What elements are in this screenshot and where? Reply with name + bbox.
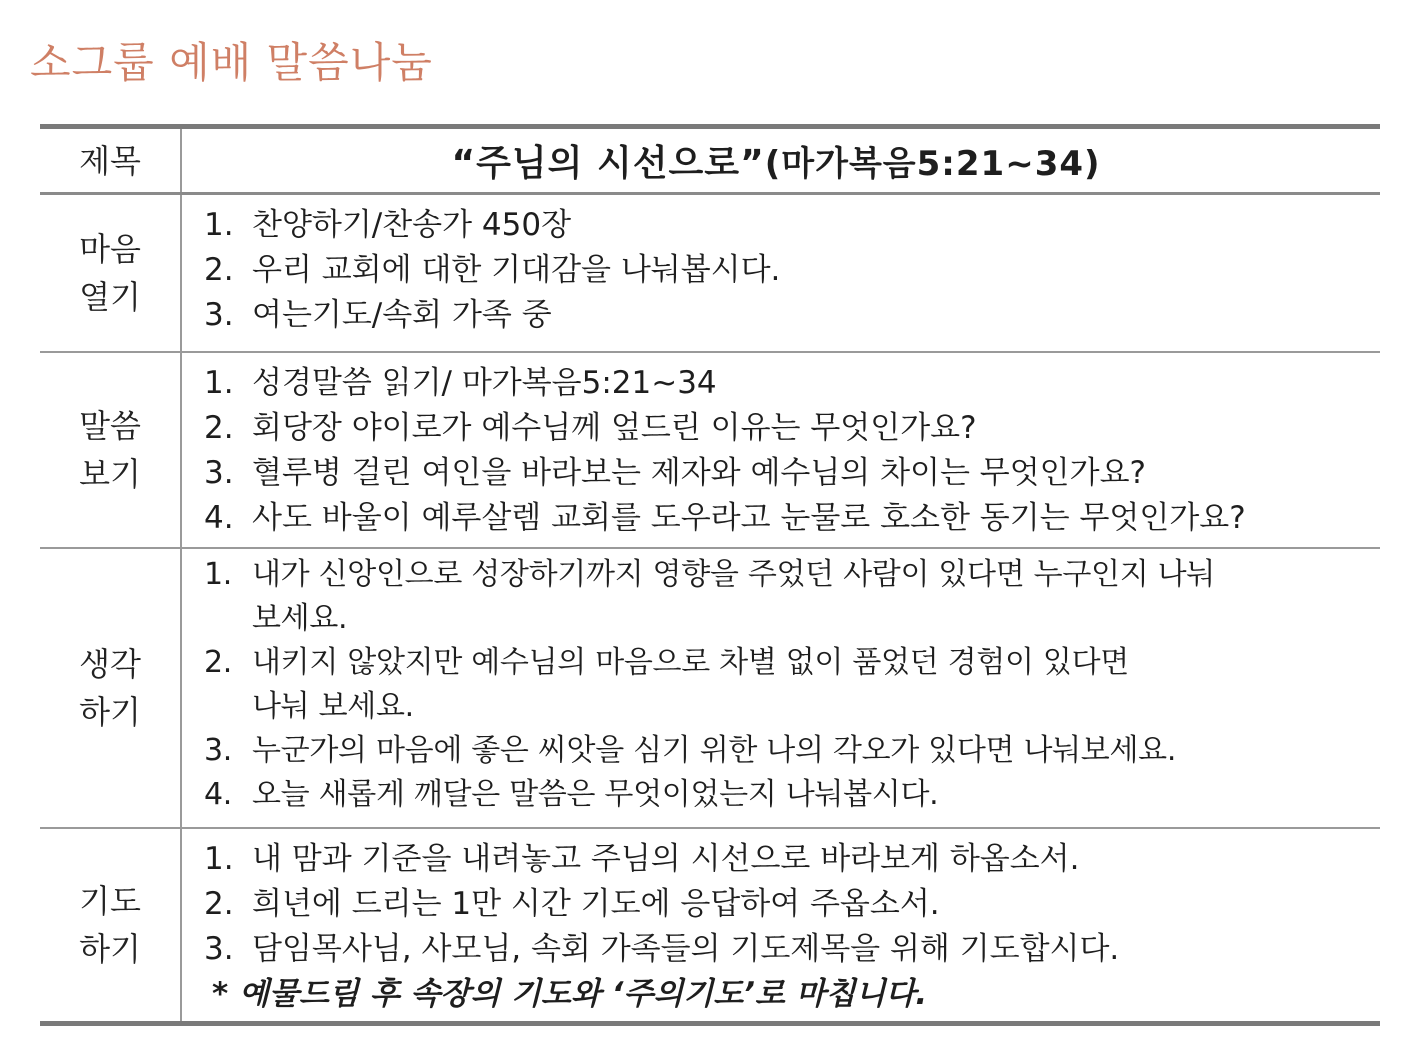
section-items	[182, 353, 1380, 547]
list-item	[204, 553, 1370, 641]
item-number: 4.	[204, 500, 234, 536]
title-row	[40, 129, 1380, 195]
closing-note: * 예물드림 후 속장의 기도와 ‘주의기도’로 마칩니다.	[212, 976, 928, 1012]
item-number: 2.	[204, 252, 234, 288]
item-text: 회당장 야이로가 예수님께 엎드린 이유는 무엇인가요?	[252, 410, 977, 446]
list-item	[204, 729, 1370, 773]
scripture-reference: (마가복음5:21~34)	[764, 144, 1101, 184]
section-label-line1: 기도	[79, 882, 141, 920]
item-text: 내키지 않았지만 예수님의 마음으로 차별 없이 품었던 경험이 있다면	[252, 645, 1129, 680]
discussion-table	[40, 124, 1380, 1026]
item-number: 1.	[204, 841, 234, 877]
list-item	[204, 927, 1370, 972]
title-label-text: 제목	[79, 141, 141, 180]
item-text: 오늘 새롭게 깨달은 말씀은 무엇이었는지 나눠봅시다.	[252, 777, 939, 812]
item-text-continued: 보세요.	[252, 601, 348, 636]
list-item	[204, 773, 1370, 817]
section-items	[182, 549, 1380, 827]
title-cell	[182, 129, 1380, 192]
title-label	[40, 129, 182, 192]
list-item	[204, 406, 1370, 451]
item-text-continued: 나눠 보세요.	[252, 689, 414, 724]
sermon-title-text: “주님의 시선으로”	[451, 143, 765, 184]
list-item	[204, 837, 1370, 882]
section-items	[182, 829, 1380, 1021]
list-item	[204, 248, 1370, 293]
item-number: 3.	[204, 455, 234, 491]
list-item	[204, 451, 1370, 496]
item-number: 2.	[204, 410, 234, 446]
list-item	[204, 496, 1370, 541]
section-label-line2: 하기	[79, 693, 141, 731]
item-number: 3.	[204, 297, 234, 333]
page-heading: 소그룹 예배 말씀나눔	[30, 38, 433, 87]
section-label-line1: 생각	[79, 645, 141, 683]
item-text: 내가 신앙인으로 성장하기까지 영향을 주었던 사람이 있다면 누구인지 나눠	[252, 557, 1215, 592]
section-label-line2: 하기	[79, 930, 141, 968]
item-number: 3.	[204, 931, 234, 967]
item-text: 내 맘과 기준을 내려놓고 주님의 시선으로 바라보게 하옵소서.	[252, 841, 1080, 877]
section-reflect	[40, 547, 1380, 827]
item-text: 혈루병 걸린 여인을 바라보는 제자와 예수님의 차이는 무엇인가요?	[252, 455, 1146, 491]
item-number: 4.	[204, 777, 233, 812]
item-text: 담임목사님, 사모님, 속회 가족들의 기도제목을 위해 기도합시다.	[252, 931, 1120, 967]
item-text: 성경말씀 읽기/ 마가복음5:21~34	[252, 365, 717, 401]
item-number: 1.	[204, 557, 233, 592]
item-text: 여는기도/속회 가족 중	[252, 297, 552, 333]
section-open-heart	[40, 195, 1380, 351]
section-label-line2: 열기	[79, 278, 141, 316]
list-item	[204, 203, 1370, 248]
section-label	[40, 195, 182, 351]
item-text: 희년에 드리는 1만 시간 기도에 응답하여 주옵소서.	[252, 886, 940, 922]
section-label	[40, 353, 182, 547]
item-number: 2.	[204, 886, 234, 922]
section-label	[40, 829, 182, 1021]
item-text: 누군가의 마음에 좋은 씨앗을 심기 위한 나의 각오가 있다면 나눠보세요.	[252, 733, 1177, 768]
section-pray	[40, 827, 1380, 1021]
item-text: 사도 바울이 예루살렘 교회를 도우라고 눈물로 호소한 동기는 무엇인가요?	[252, 500, 1246, 536]
item-text: 찬양하기/찬송가 450장	[252, 207, 572, 243]
item-text: 우리 교회에 대한 기대감을 나눠봅시다.	[252, 252, 781, 288]
section-label-line1: 마음	[79, 230, 141, 268]
section-label	[40, 549, 182, 827]
item-number: 2.	[204, 645, 233, 680]
list-item	[204, 293, 1370, 338]
item-number: 3.	[204, 733, 233, 768]
sermon-title	[451, 135, 1100, 186]
section-items	[182, 195, 1380, 351]
section-label-line1: 말씀	[79, 407, 141, 445]
list-item	[204, 882, 1370, 927]
list-item	[204, 641, 1370, 729]
section-read-word	[40, 351, 1380, 547]
list-item	[204, 361, 1370, 406]
section-label-line2: 보기	[79, 455, 141, 493]
item-number: 1.	[204, 207, 234, 243]
item-number: 1.	[204, 365, 234, 401]
